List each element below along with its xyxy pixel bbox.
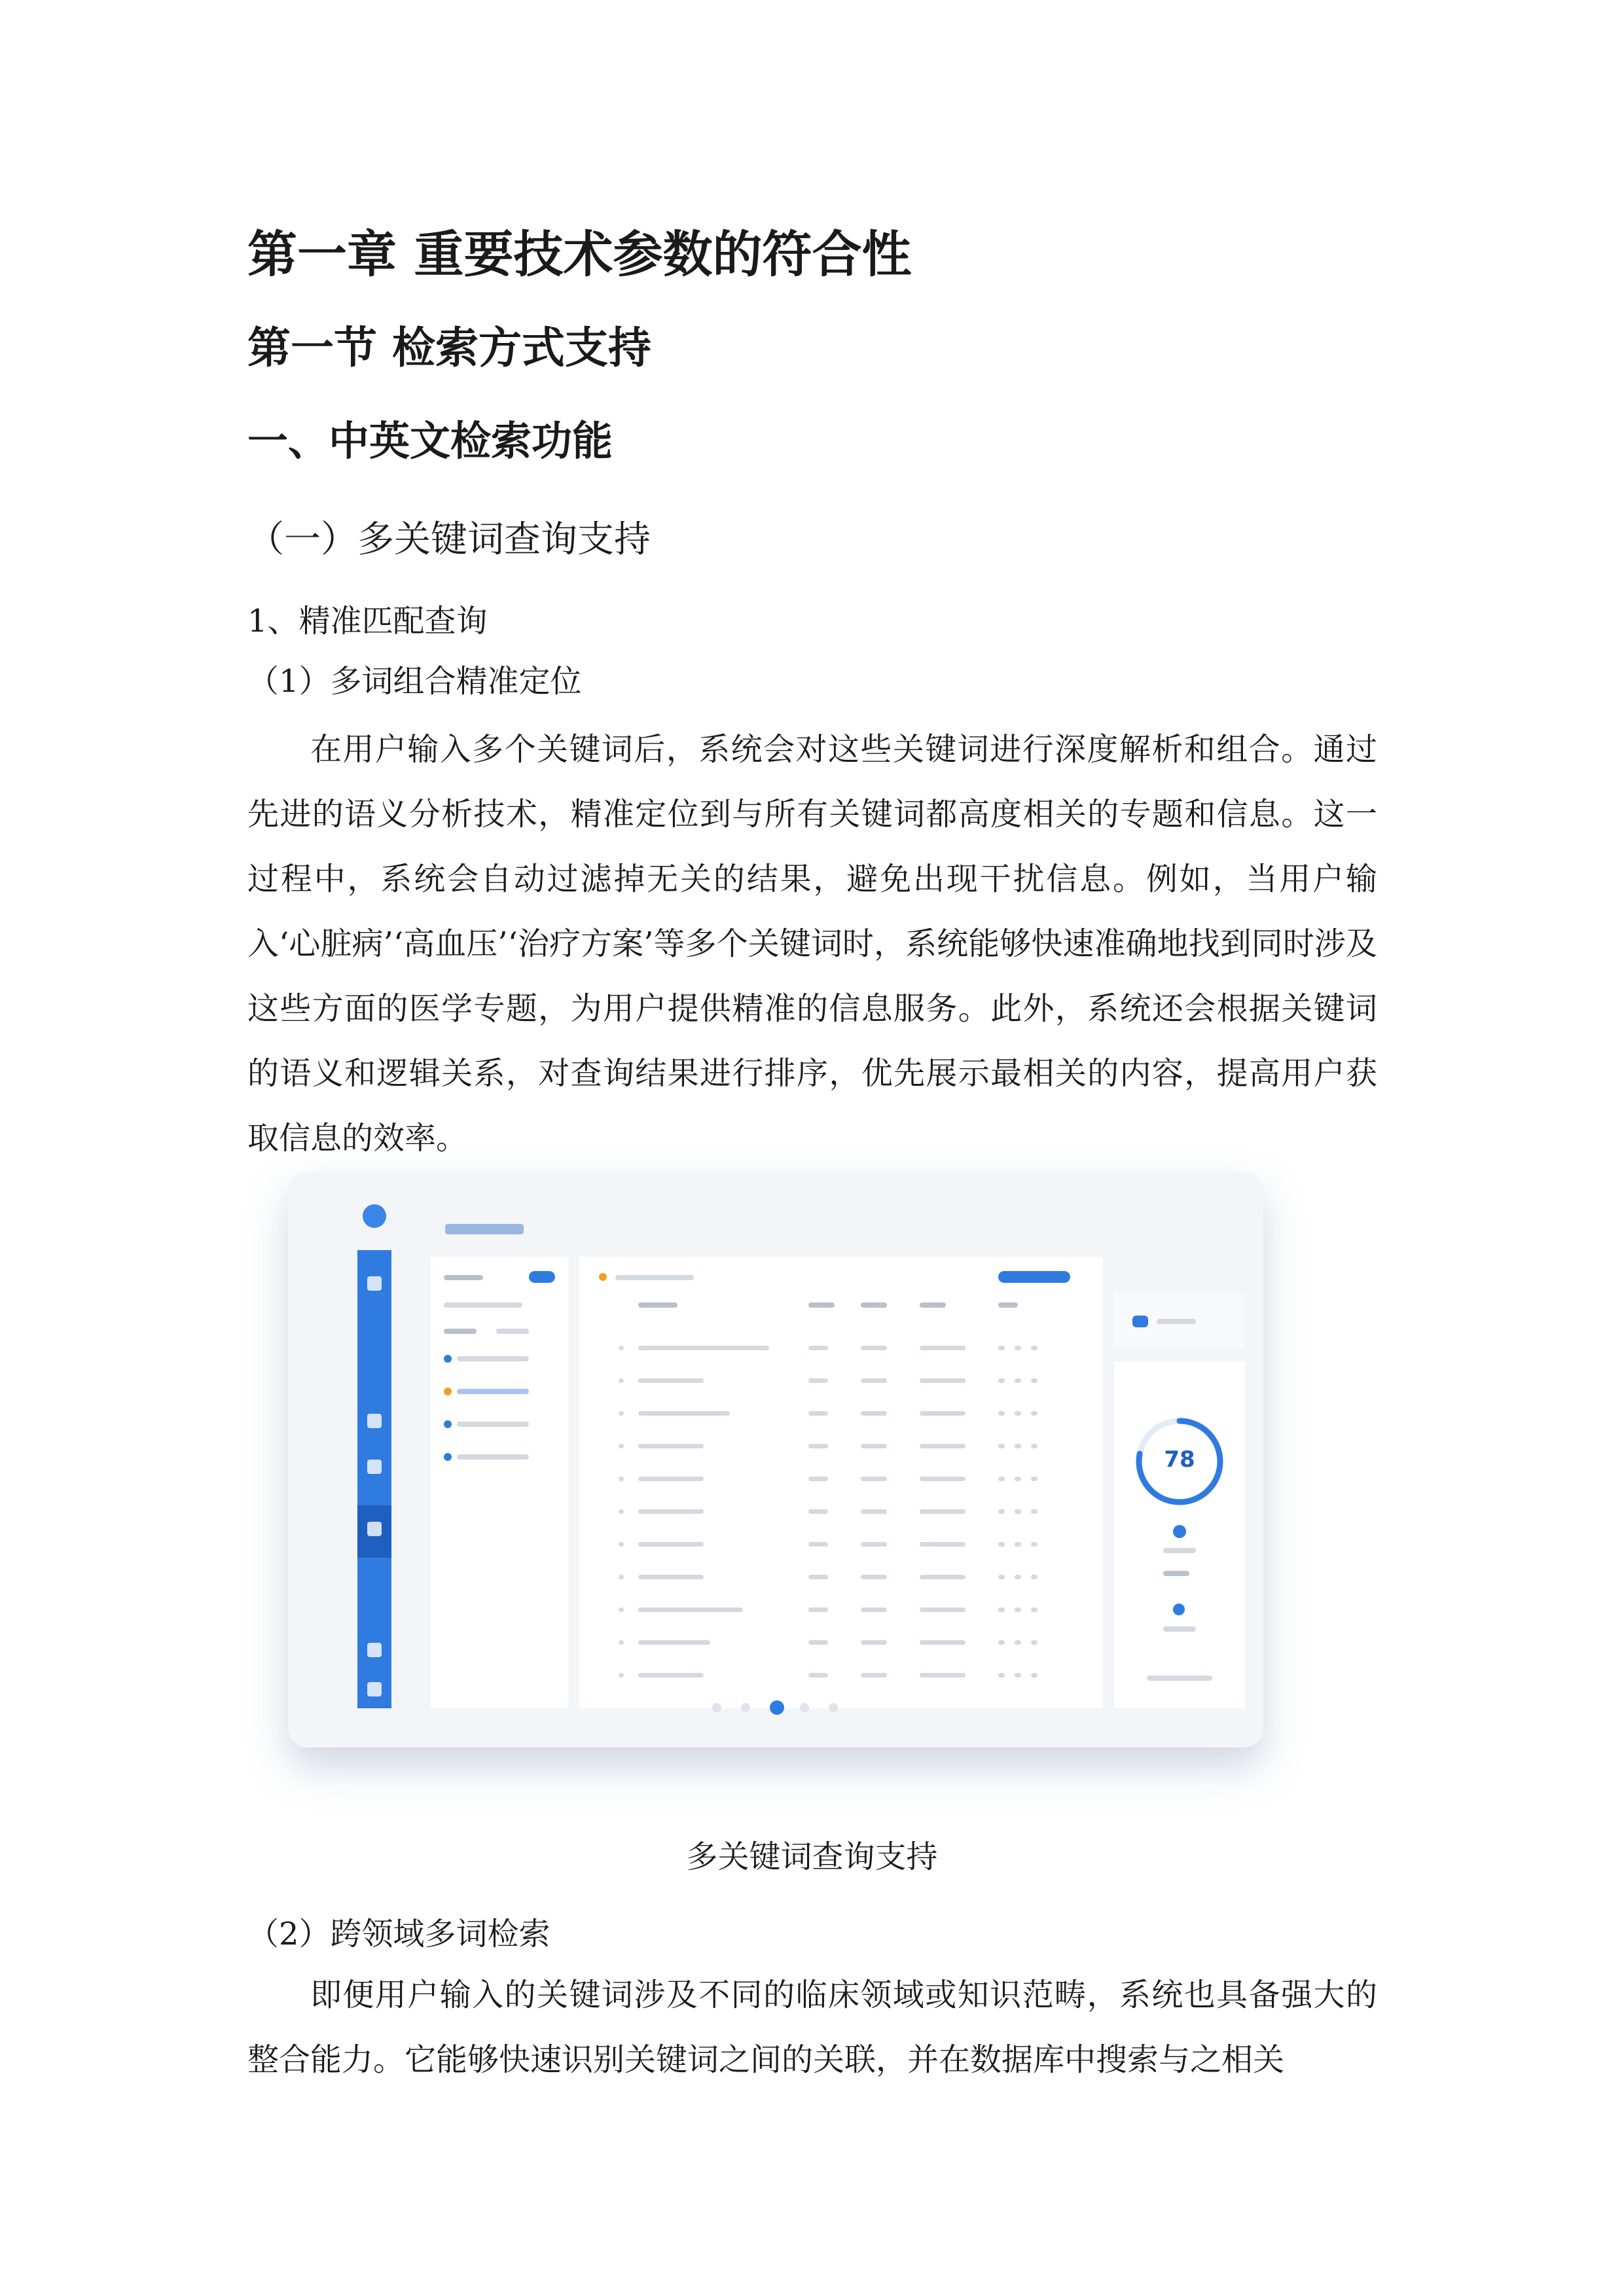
- sidebar-search-icon: [367, 1643, 382, 1657]
- sub-item-title-2: （2）跨领域多词检索: [247, 1916, 550, 1952]
- sub-item-title-1: （1）多词组合精准定位: [247, 663, 582, 700]
- table-row: [579, 1597, 1103, 1623]
- item-title: 1、精准匹配查询: [247, 603, 488, 639]
- table-row: [579, 1335, 1103, 1361]
- figure-screenshot: [288, 1172, 1263, 1761]
- sidebar-menu-icon: [367, 1276, 382, 1291]
- chapter-title: 第一章 重要技术参数的符合性: [247, 225, 912, 283]
- section-title: 第一节 检索方式支持: [247, 323, 651, 373]
- app-topbar-title: [445, 1224, 524, 1234]
- pager-dot: [741, 1703, 750, 1712]
- table-row: [579, 1564, 1103, 1590]
- subsection-title: 一、中英文检索功能: [247, 417, 613, 465]
- paragraph-1-text: 在用户输入多个关键词后，系统会对这些关键词进行深度解析和组合。通过先进的语义分析技术，精准定位到与所有关键词都高度相关的专题和信息。这一过程中，系统会自动过滤掉无关的结果，避免出现干扰信息。例如，当用户输入‘心脏病’‘高血压’‘治疗方案’等多个关键词时，系统能够快速准确地找到同时涉及这些方面的医学专题，为用户提供精准的信息服务。此外，系统还会根据关键词的语义和逻辑关系，对查询结果进行排序，优先展示最相关的内容，提高用户获取信息的效率。: [247, 731, 1377, 1157]
- table-row: [579, 1532, 1103, 1558]
- score-gauge-value: 78: [1164, 1446, 1195, 1473]
- app-logo-icon: [363, 1204, 386, 1228]
- app-right-header: [1114, 1293, 1245, 1348]
- app-results-table: [579, 1257, 1103, 1708]
- paragraph-2-text: 即便用户输入的关键词涉及不同的临床领域或知识范畴，系统也具备强大的整合能力。它能够快速识别关键词之间的关联，并在数据库中搜索与之相关: [247, 1977, 1377, 2078]
- table-row: [579, 1630, 1103, 1656]
- paragraph-1: [247, 717, 1377, 1171]
- app-screenshot-frame: [288, 1172, 1263, 1748]
- table-row: [579, 1466, 1103, 1492]
- sidebar-user-icon: [367, 1460, 382, 1474]
- sidebar-home-icon: [367, 1414, 382, 1428]
- pager-dot: [712, 1703, 721, 1712]
- figure-caption: 多关键词查询支持: [686, 1839, 938, 1875]
- table-row: [579, 1368, 1103, 1394]
- app-left-panel: [431, 1257, 568, 1708]
- subsubsection-title: （一）多关键词查询支持: [247, 518, 651, 561]
- pager-dot: [829, 1703, 838, 1712]
- paragraph-2: [247, 1963, 1377, 2092]
- table-row: [579, 1401, 1103, 1427]
- pager-dot: [800, 1703, 809, 1712]
- table-row: [579, 1499, 1103, 1525]
- sidebar-settings-icon: [367, 1682, 382, 1696]
- table-row: [579, 1433, 1103, 1460]
- pager-dot-active: [770, 1700, 784, 1715]
- app-sidebar: [357, 1250, 391, 1708]
- sidebar-doc-icon: [367, 1522, 382, 1536]
- table-row: [579, 1662, 1103, 1689]
